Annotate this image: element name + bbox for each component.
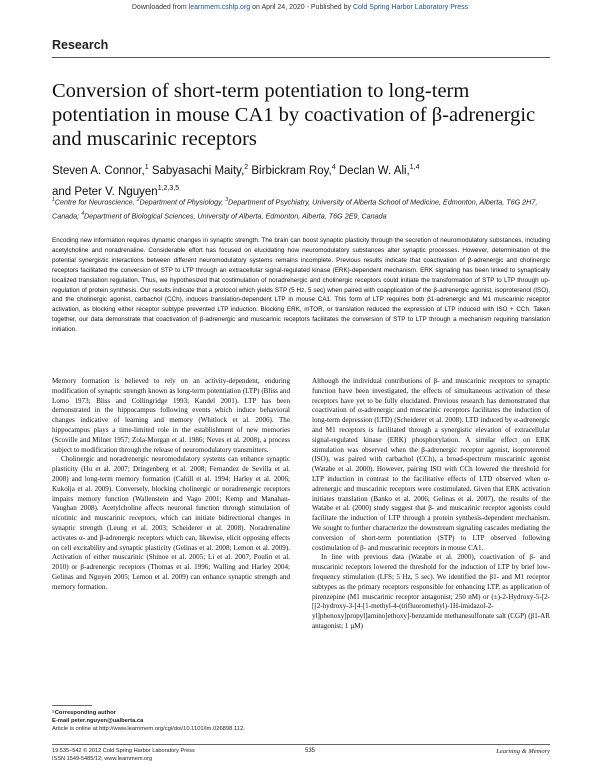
journal-name: Learning & Memory — [496, 748, 550, 755]
author-name: Sabyasachi Maity, — [151, 164, 245, 177]
affil-text: Centre for Neuroscience, — [54, 197, 135, 207]
affil-mark: 1 — [52, 197, 55, 203]
author-affil-mark: 1 — [144, 164, 149, 171]
body-paragraph: Cholinergic and noradrenergic neuromodulatory systems can enhance synaptic plasticity (Hu et al. 2007; Dringenberg et al. 2008; Fernandez de Sevilla et al. 2008) and long-term memory formation (Cahill et al. 1994; Harley et al. 2006; Kukolja et al. 2009). Conversely, blocking cholinergic or noradrenergic receptors impairs memory function (Wallenstein and Vago 2001; Kemp and Manahan-Vaughan 2008). Acetylcholine affects neuronal function through stimulation of nicotinic and muscarinic receptors, which can initiate bidirectional changes in synaptic strength (Leung et al. 2003; Scheiderer et al. 2008). Noradrenaline activates α- and β-adrenergic receptors which can, likewise, elicit opposing effects on cell excitability and synaptic plasticity (Gelinas et al. 2008; Lemon et al. 2009). Activation of either muscarinic (Shinoe et al. 2005; Li et al. 2007; Poulin et al. 2010) or β-adrenergic receptors (Thomas et al. 1996; Walling and Harley 2004; Gelinas and Nguyen 2005; Lemon et al. 2009) can enhance synaptic strength and memory formation. — [52, 455, 290, 591]
article-title: Conversion of short-term potentiation to long-term potentiation in mouse CA1 by coactivation of β-adrenergic and muscarinic receptors — [52, 80, 536, 150]
footer-citation — [52, 748, 252, 763]
author-affil-mark: 1,4 — [409, 164, 420, 171]
banner-publisher-link[interactable]: Cold Spring Harbor Laboratory Press — [352, 4, 469, 11]
corresponding-author-label: ⁵Corresponding author — [52, 710, 116, 716]
affil-mark: 2 — [136, 197, 140, 203]
affil-text: Department of Biological Sciences, University of Alberta, Edmonton, Alberta, T6G 2E9, Canada — [83, 211, 387, 221]
corresponding-email[interactable]: E-mail peter.nguyen@ualberta.ca — [52, 718, 144, 725]
article-doi-line[interactable]: Article is online at http://www.learnmem.org/cgi/doi/10.1101/lm.026898.112. — [52, 726, 245, 733]
author-affil-mark: 1,2,3,5 — [157, 184, 180, 192]
section-divider — [52, 57, 550, 58]
footnote — [52, 709, 292, 734]
banner-middle: on April 24, 2020 - Published by — [252, 4, 351, 11]
download-banner — [0, 4, 600, 11]
banner-host-link[interactable]: learnmem.cshlp.org — [188, 4, 251, 11]
section-label: Research — [52, 38, 109, 52]
affil-text: Department of Psychiatry, University of Alberta School of Medicine, Edmonton, Alberta, T6G 2H7, Canada; — [52, 197, 538, 221]
footer-issn-line: ISSN 1549-5485/12; www.learnmem.org — [52, 755, 153, 762]
body-paragraph: Memory formation is believed to rely on an activity-dependent, enduring modification of synaptic strength known as long-term potentiation (LTP) (Bliss and Lomo 1973; Bliss and Collingridge 1993; Kandel 2001). LTP has been demonstrated in the hippocampus following events which induce behavioral changes indicative of learning and memory (Whitlock et al. 2006). The hippocampus plays a time-limited role in the establishment of new memories (Scoville and Milner 1957; Zola-Morgan et al. 1986; Neves et al. 2008), a process subject to modification through the release of neuromodulatory transmitters. — [52, 377, 290, 454]
abstract: Encoding new information requires dynamic changes in synaptic strength. The brain can boost synaptic plasticity through the secretion of neuromodulatory substances, including acetylcholine and noradrenaline. Considerable effort has focused on elucidating how neuromodulatory substances alter synaptic processes. However, determination of the potential synergistic interactions between different neuromodulatory systems remains incomplete. Previous results indicate that coactivation of β-adrenergic and cholinergic receptors facilitated the conversion of STP to LTP through an extracellular signal-regulated kinase (ERK)-dependent mechanism. ERK signaling has been linked to synaptically localized translation regulation. Thus, we hypothesized that costimulation of noradrenergic and cholinergic receptors could initiate the transformation of STP to LTP through up-regulation of protein synthesis. Our results indicate that a protocol which yields STP (5 Hz, 5 sec) when paired with coapplication of the β-adrenergic agonist, isoproterenol (ISO), and the cholinergic agonist, carbachol (CCh), induces translation-dependent LTP in mouse CA1. This form of LTP requires both β1-adrenergic and M1 muscarinic receptor activation, as blocking either receptor subtype prevented LTP induction. Blocking ERK, mTOR, or translation reduced the expression of LTP induced with ISO + CCh. Taken together, our data demonstrate that coactivation of β-adrenergic and muscarinic receptors facilitates the conversion of STP to LTP through a mechanism requiring translation initiation. — [52, 237, 550, 334]
body-column-right — [312, 377, 550, 632]
author-name: Birbickram Roy, — [251, 164, 332, 177]
affiliations — [52, 194, 552, 223]
affil-mark: 4 — [81, 211, 84, 218]
footer-divider — [52, 744, 550, 745]
affil-text: Department of Physiology, — [139, 197, 224, 207]
body-paragraph: Although the individual contributions of β- and muscarinic receptors to synaptic function have been investigated, the effects of simultaneous activation of these receptors have yet to be fully elucidated. Previous research has demonstrated that coactivation of α-adrenergic and muscarinic receptors facilitates the induction of long-term depression (LTD) (Scheiderer et al. 2008). LTD induced by α-adrenergic and M1 receptors is facilitated through a synergistic elevation of extracellular signal-regulated kinase (ERK) phosphorylation. A similar effect on ERK stimulation was observed when the β-adrenergic receptor agonist, isoproterenol (ISO), was paired with carbachol (CCh), a broad-spectrum muscarinic agonist (Watabe et al. 2000). However, pairing ISO with CCh lowered the threshold for LTP induction in contrast to the facilitative effects of LTD observed when α-adrenergic and muscarinic receptors were costimulated. Given that ERK activation initiates translation (Banko et al. 2006; Gelinas et al. 2007), the results of the Watabe et al. (2000) study suggest that β- and muscarinic receptor agonists could facilitate the induction of LTP through a protein synthesis-dependent mechanism. We sought to further characterize the downstream signaling cascades mediating the conversion of short-term potentiation (STP) to LTP observed following costimulation of β- and muscarinic receptors in mouse CA1. — [312, 377, 550, 552]
author-affil-mark: 2 — [244, 164, 249, 171]
author-affil-mark: 4 — [331, 164, 336, 171]
body-column-left — [52, 377, 290, 593]
author-name: Steven A. Connor, — [52, 164, 145, 177]
footnote-divider — [52, 705, 92, 706]
banner-prefix: Downloaded from — [131, 4, 187, 11]
footer-citation-line: 19:535–542 © 2012 Cold Spring Harbor Laboratory Press — [52, 748, 195, 754]
page-number: 535 — [304, 748, 315, 754]
body-paragraph: In line with previous data (Watabe et al. 2000), coactivation of β- and muscarinic receptors lowered the threshold for the induction of LTP by brief low-frequency stimulation (LFS; 5 Hz, 5 sec). We identified the β1- and M1 receptor subtypes as the primary receptors responsible for enhancing LTP, as application of pirenzepine (M1 muscarinic receptor antagonist; 250 nM) or (±)-2-Hydroxy-5-[2-[[2-hydroxy-3-[4-[1-methyl-4-(trifluoromethyl)-1H-imidazol-2-yl]phenoxy]propyl]amino]ethoxy]-benzamide methanesulfonate salt (CGP) (β1-AR antagonist; 1 µM) — [312, 553, 550, 630]
author-name: Declan W. Ali, — [338, 164, 410, 177]
author-name: and Peter V. Nguyen — [52, 185, 158, 198]
affil-mark: 3 — [225, 197, 229, 203]
